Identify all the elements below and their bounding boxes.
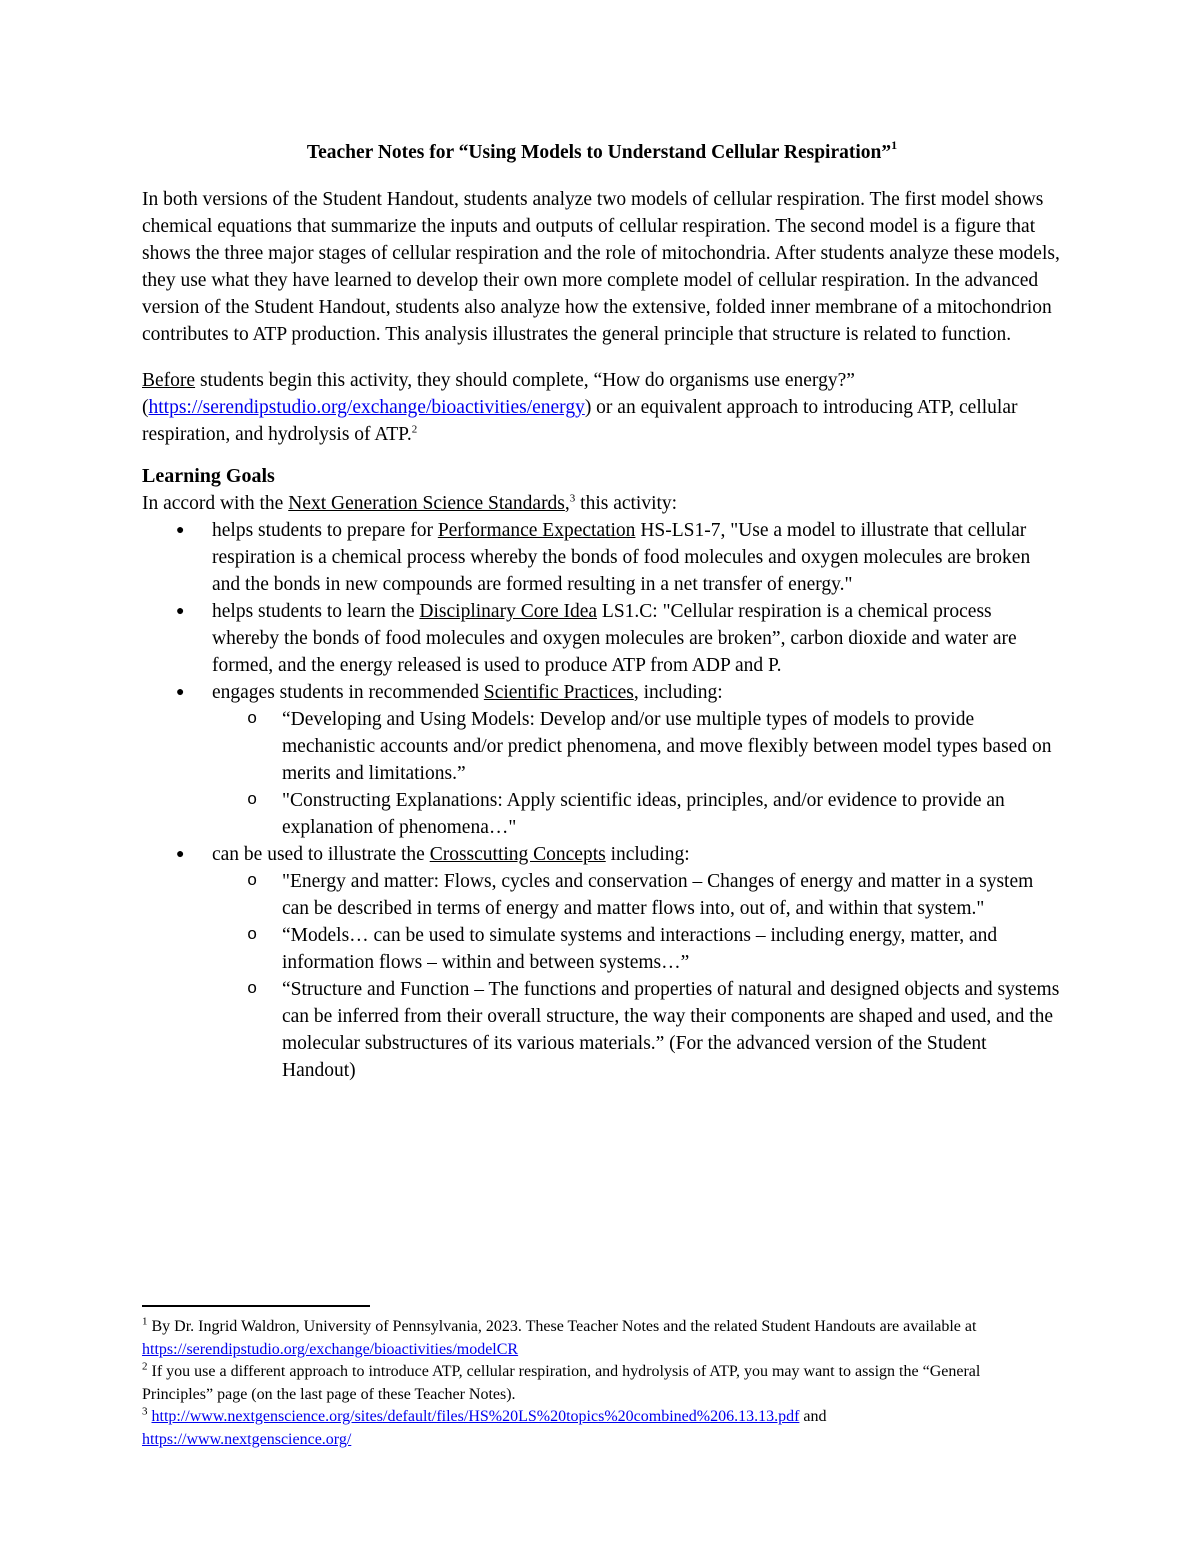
sub-list-item [212,868,1062,922]
ngss-comma: , [564,493,570,514]
before-underlined: Before [142,370,196,391]
before-footnote-ref[interactable]: 2 [411,423,418,436]
bullet-icon: ● [176,523,185,538]
goal-text: HS-LS1-7, "Use a model to illustrate that cellular respiration is a chemical process whereby the bonds of food molecules and oxygen molecules are broken and the bonds in new compounds are formed resulting in a net transfer of energy." [212,520,1031,595]
goal-text: engages students in recommended [212,682,484,703]
list-item [142,841,1062,1084]
circle-bullet-icon: o [247,980,258,999]
sub-list-item [212,787,1062,841]
sub-list [212,706,1062,841]
circle-bullet-icon: o [247,872,258,891]
goal-text: including: [605,844,690,865]
scientific-practices-term: Scientific Practices [483,682,634,703]
footnote-2 [142,1361,1052,1406]
title-text: Teacher Notes for “Using Models to Understand Cellular Respiration” [306,142,892,163]
sub-list-item [212,706,1062,787]
before-text-1: students begin this activity, they should complete, “How do organisms use energy?” ( [142,370,855,418]
footnotes [142,1316,1052,1451]
list-item [142,679,1062,841]
model-cr-link[interactable]: https://serendipstudio.org/exchange/bioactivities/modelCR [142,1340,519,1358]
page-title [142,137,1062,166]
sub-item-text: "Energy and matter: Flows, cycles and conservation – Changes of energy and matter in a system can be described in terms of energy and matter flows into, out of, and within that system." [282,871,1034,919]
energy-activity-link[interactable]: https://serendipstudio.org/exchange/bioactivities/energy [148,397,585,418]
footnote-text: By Dr. Ingrid Waldron, University of Pennsylvania, 2023. These Teacher Notes and the related Student Handouts are available at [147,1318,977,1335]
before-text-2: ) or an equivalent approach to introducing ATP, cellular respiration, and hydrolysis of ATP. [142,397,1018,445]
goal-text: can be used to illustrate the [212,844,430,865]
learning-goals-intro [142,490,1062,517]
intro-paragraph: In both versions of the Student Handout, students analyze two models of cellular respiration. The first model shows chemical equations that summarize the inputs and outputs of cellular respiration. The second model is a figure that shows the three major stages of cellular respiration and the role of mitochondria. After students analyze these models, they use what they have learned to develop their own more complete model of cellular respiration. In the advanced version of the Student Handout, students also analyze how the extensive, folded inner membrane of a mitochondrion contributes to ATP production. This analysis illustrates the general principle that structure is related to function. [142,189,1060,345]
crosscutting-concepts-term: Crosscutting Concepts [429,844,606,865]
intro-post-text: this activity: [575,493,678,514]
list-item [142,517,1062,598]
footnote-number: 1 [142,1315,148,1328]
document-body [142,137,1062,1084]
bullet-icon: ● [176,685,185,700]
ngss-term: Next Generation Science Standards [288,493,565,514]
sub-list-item [212,922,1062,976]
footnote-number: 2 [142,1360,148,1373]
list-item [142,598,1062,679]
footnote-divider [142,1305,370,1307]
intro-pre-text: In accord with the [142,493,289,514]
footnote-text: If you use a different approach to introduce ATP, cellular respiration, and hydrolysis of ATP, you may want to assign the “General Principles” page (on the last page of these Teacher Notes). [142,1363,981,1403]
sub-item-text: “Developing and Using Models: Develop and/or use multiple types of models to provide mechanistic accounts and/or predict phenomena, and move flexibly between model types based on merits and limitations.” [282,709,1052,784]
ngss-home-link[interactable]: https://www.nextgenscience.org/ [142,1430,352,1448]
circle-bullet-icon: o [247,791,258,810]
goal-text: helps students to learn the [212,601,420,622]
footnote-3 [142,1406,1052,1451]
sub-item-text: “Models… can be used to simulate systems and interactions – including energy, matter, and information flows – within and between systems…” [282,925,998,973]
bullet-icon: ● [176,604,185,619]
circle-bullet-icon: o [247,710,258,729]
goal-text: LS1.C: "Cellular respiration is a chemical process whereby the bonds of food molecules and oxygen molecules are broken”, carbon dioxide and water are formed, and the energy released is used to produce ATP from ADP and P. [212,601,1017,676]
ngss-topics-pdf-link[interactable]: http://www.nextgenscience.org/sites/default/files/HS%20LS%20topics%20combined%206.13.13.pdf [151,1408,800,1425]
goal-text: helps students to prepare for [212,520,438,541]
ngss-footnote-ref[interactable]: 3 [569,492,576,505]
goal-text: , including: [633,682,723,703]
footnote-1 [142,1316,1052,1361]
circle-bullet-icon: o [247,926,258,945]
sub-list [212,868,1062,1084]
learning-goals-list [142,517,1062,1084]
footnote-number: 3 [142,1405,148,1418]
sub-item-text: “Structure and Function – The functions and properties of natural and designed objects and systems can be inferred from their overall structure, the way their components are shaped and used, and the molecular substructures of its various materials.” (For the advanced version of the Student Handout) [282,979,1060,1081]
disciplinary-core-idea-term: Disciplinary Core Idea [419,601,598,622]
before-paragraph [142,367,1062,448]
title-footnote-ref[interactable]: 1 [891,137,898,152]
learning-goals-heading: Learning Goals [142,465,275,487]
sub-list-item [212,976,1062,1084]
performance-expectation-term: Performance Expectation [437,520,636,541]
bullet-icon: ● [176,847,185,862]
footnote-text: and [799,1408,827,1425]
sub-item-text: "Constructing Explanations: Apply scientific ideas, principles, and/or evidence to provide an explanation of phenomena…" [282,790,1005,838]
